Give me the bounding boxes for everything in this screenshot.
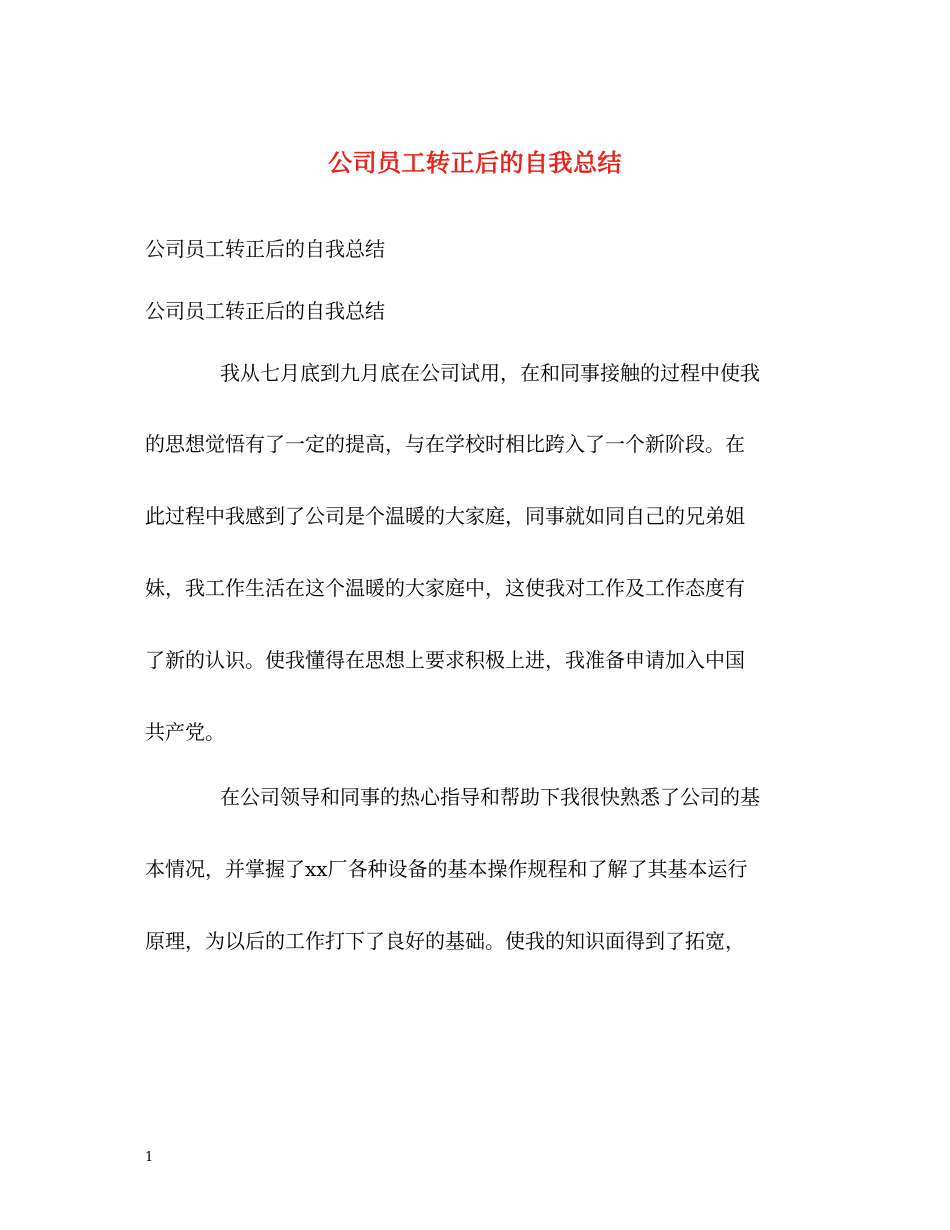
page-number: 1 [145, 1150, 154, 1165]
paragraph-1-line: 共产党。 [145, 720, 225, 744]
document-title: 公司员工转正后的自我总结 [328, 148, 622, 177]
paragraph-1-line: 的思想觉悟有了一定的提高，与在学校时相比跨入了一个新阶段。在 [145, 432, 745, 456]
subtitle-line-2: 公司员工转正后的自我总结 [145, 299, 385, 323]
paragraph-2-line: 本情况，并掌握了xx厂各种设备的基本操作规程和了解了其基本运行 [145, 857, 748, 881]
paragraph-1-line: 此过程中我感到了公司是个温暖的大家庭，同事就如同自己的兄弟姐 [145, 504, 745, 528]
paragraph-1-line: 了新的认识。使我懂得在思想上要求积极上进，我准备申请加入中国 [145, 648, 745, 672]
subtitle-line-1: 公司员工转正后的自我总结 [145, 237, 385, 261]
paragraph-1-line: 我从七月底到九月底在公司试用，在和同事接触的过程中使我 [220, 361, 760, 385]
paragraph-1-line: 妹，我工作生活在这个温暖的大家庭中，这使我对工作及工作态度有 [145, 576, 745, 600]
paragraph-2-line: 原理，为以后的工作打下了良好的基础。使我的知识面得到了拓宽， [145, 929, 745, 953]
paragraph-2-line: 在公司领导和同事的热心指导和帮助下我很快熟悉了公司的基 [220, 785, 760, 809]
